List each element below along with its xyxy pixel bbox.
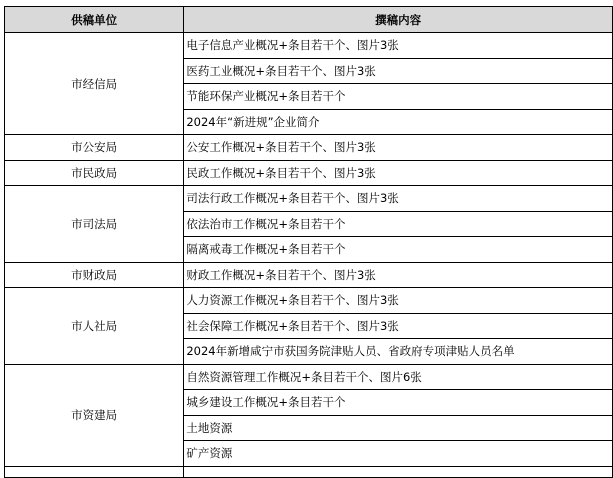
content-cell[interactable]: 财政工作概况+条目若干个、图片3张 [184, 262, 613, 288]
content-cell[interactable]: 社会保障工作概况+条目若干个、图片3张 [184, 313, 613, 339]
table-row [5, 466, 613, 477]
header-row [5, 7, 613, 33]
content-cell[interactable]: 依法治市工作概况+条目若干个 [184, 211, 613, 237]
content-cell[interactable]: 民政工作概况+条目若干个、图片3张 [184, 160, 613, 186]
content-cell[interactable]: 司法行政工作概况+条目若干个、图片3张 [184, 186, 613, 212]
content-cell[interactable]: 矿产资源 [184, 441, 613, 467]
content-cell-partial[interactable] [184, 466, 613, 477]
content-cell[interactable]: 电子信息产业概况+条目若干个、图片3张 [184, 33, 613, 59]
content-cell[interactable]: 2024年新增咸宁市获国务院津贴人员、省政府专项津贴人员名单 [184, 339, 613, 365]
table-row [5, 288, 613, 314]
content-cell[interactable]: 人力资源工作概况+条目若干个、图片3张 [184, 288, 613, 314]
content-cell[interactable]: 节能环保产业概况+条目若干个 [184, 84, 613, 110]
contribution-table [4, 6, 613, 478]
content-cell[interactable]: 自然资源管理工作概况+条目若干个、图片6张 [184, 364, 613, 390]
content-cell[interactable]: 城乡建设工作概况+条目若干个 [184, 390, 613, 416]
unit-cell[interactable]: 市财政局 [5, 262, 184, 288]
unit-cell[interactable]: 市经信局 [5, 33, 184, 135]
content-cell[interactable]: 医药工业概况+条目若干个、图片3张 [184, 58, 613, 84]
table-row [5, 364, 613, 390]
header-unit: 供稿单位 [5, 7, 184, 33]
table-row [5, 262, 613, 288]
unit-cell[interactable]: 市资建局 [5, 364, 184, 466]
content-cell[interactable]: 公安工作概况+条目若干个、图片3张 [184, 135, 613, 161]
content-cell[interactable]: 土地资源 [184, 415, 613, 441]
unit-cell[interactable]: 市人社局 [5, 288, 184, 365]
unit-cell[interactable]: 市司法局 [5, 186, 184, 263]
unit-cell-partial[interactable] [5, 466, 184, 477]
header-content: 撰稿内容 [184, 7, 613, 33]
content-cell[interactable]: 2024年“新进规”企业简介 [184, 109, 613, 135]
unit-cell[interactable]: 市公安局 [5, 135, 184, 161]
content-cell[interactable]: 隔离戒毒工作概况+条目若干个 [184, 237, 613, 263]
table-row [5, 186, 613, 212]
table-row [5, 135, 613, 161]
table-row [5, 160, 613, 186]
unit-cell[interactable]: 市民政局 [5, 160, 184, 186]
table-row [5, 33, 613, 59]
